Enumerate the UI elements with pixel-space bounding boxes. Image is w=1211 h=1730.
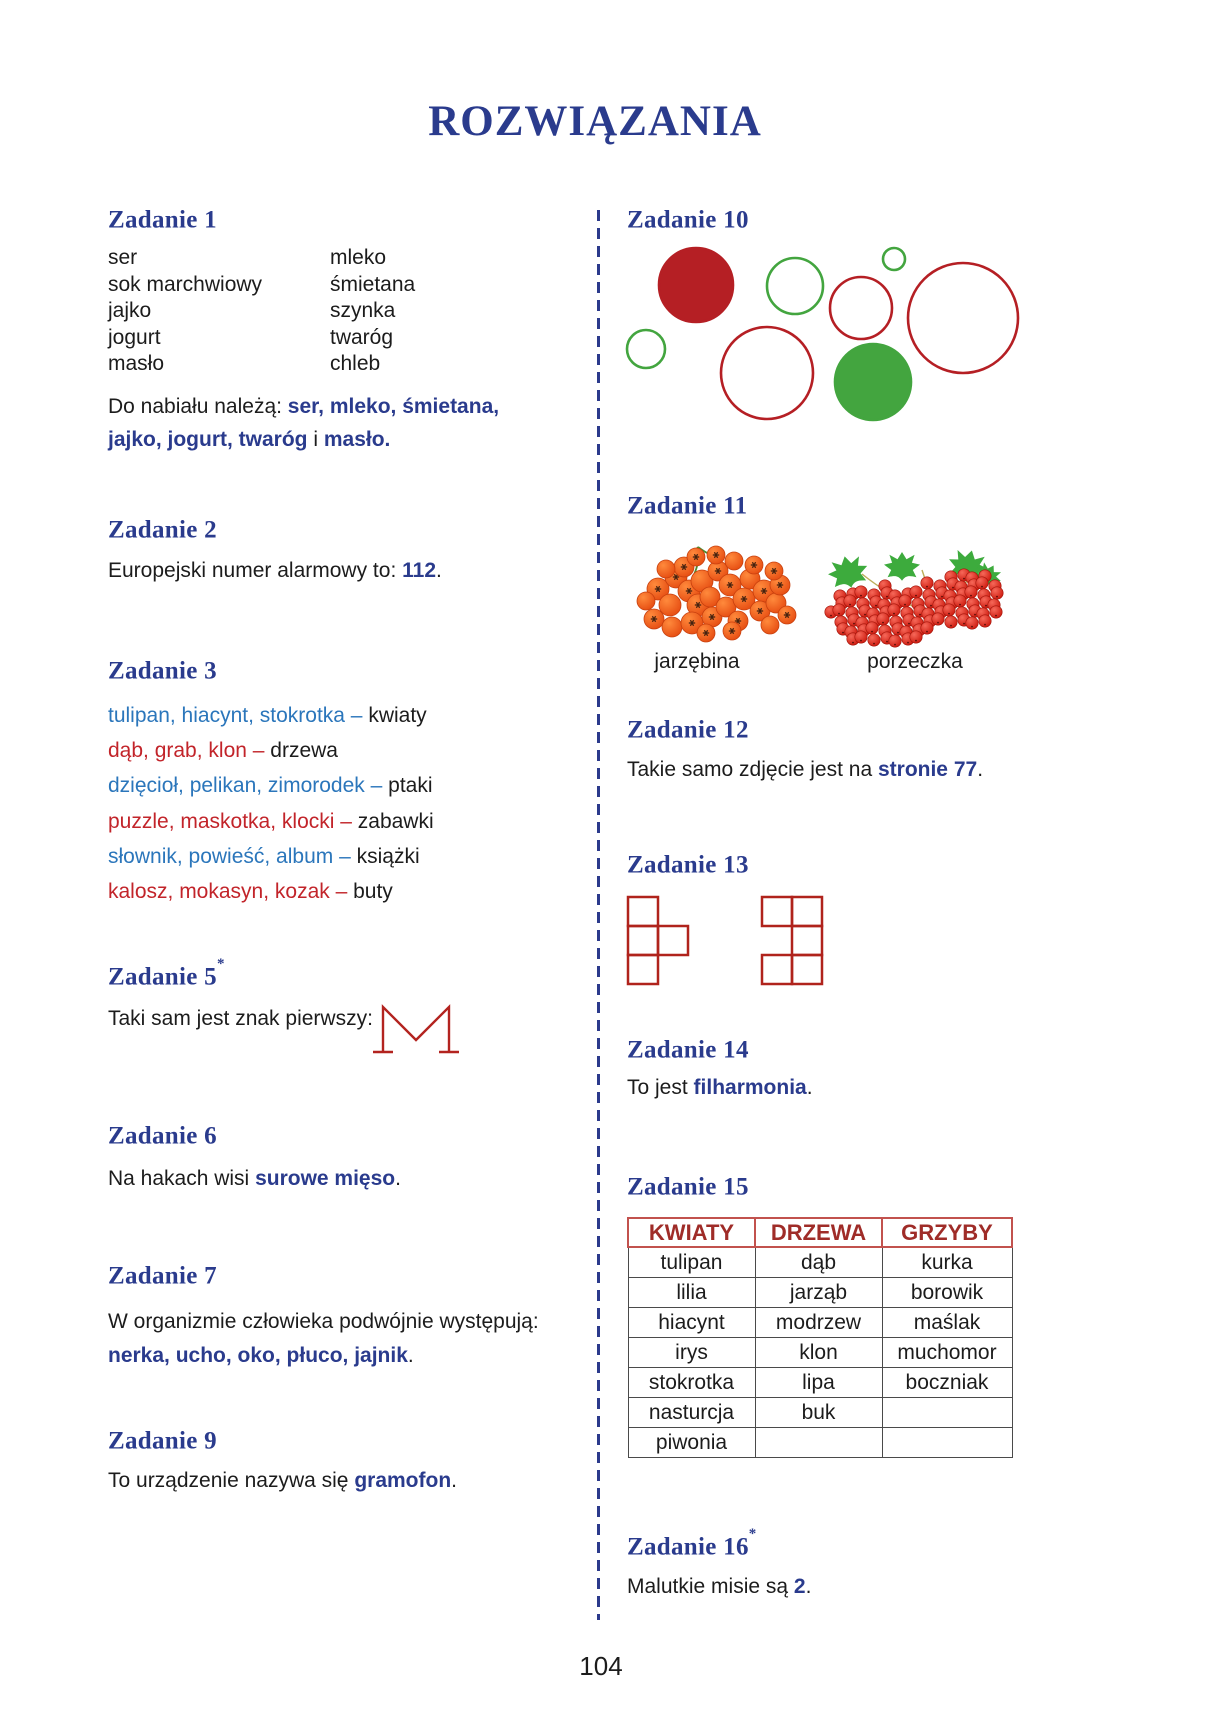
task15-table bbox=[627, 1217, 1013, 1458]
table-cell: klon bbox=[755, 1338, 882, 1368]
table-cell: kurka bbox=[882, 1247, 1012, 1278]
answer-line bbox=[108, 1305, 539, 1339]
text-segment: i bbox=[307, 427, 324, 451]
task16-heading: Zadanie 16* bbox=[627, 1526, 757, 1561]
grid-square bbox=[762, 955, 792, 984]
task2-answer bbox=[108, 559, 442, 583]
task10-heading: Zadanie 10 bbox=[627, 206, 749, 234]
table-cell: dąb bbox=[755, 1247, 882, 1278]
text-segment: ser, mleko, śmietana, bbox=[287, 395, 500, 418]
text-segment: tulipan, hiacynt, stokrotka – bbox=[108, 704, 363, 727]
rowanberries-image bbox=[632, 543, 800, 649]
table-cell: muchomor bbox=[882, 1338, 1012, 1368]
list-item: twaróg bbox=[330, 325, 394, 349]
task10-circles-image bbox=[585, 238, 1025, 428]
text-segment: 2 bbox=[793, 1575, 806, 1598]
task3-answer bbox=[108, 698, 434, 909]
task3-heading: Zadanie 3 bbox=[108, 657, 217, 685]
text-segment: . bbox=[805, 1575, 812, 1598]
answer-line bbox=[108, 804, 434, 839]
grid-square bbox=[762, 897, 792, 926]
answer-line bbox=[108, 1339, 539, 1373]
table-cell: hiacynt bbox=[628, 1308, 755, 1338]
text-segment: kalosz, mokasyn, kozak – bbox=[108, 880, 348, 904]
table-body bbox=[628, 1247, 1012, 1458]
table-header-drzewa: DRZEWA bbox=[755, 1218, 882, 1247]
table-cell: jarząb bbox=[755, 1278, 882, 1308]
text-segment: Malutkie misie są bbox=[627, 1575, 794, 1598]
list-item: mleko bbox=[330, 246, 387, 269]
text-segment: puzzle, maskotka, klocki – bbox=[108, 809, 352, 833]
grid-square bbox=[792, 955, 822, 984]
task9-answer bbox=[108, 1469, 457, 1493]
task14-answer bbox=[627, 1076, 813, 1100]
task1-word-list-col1 bbox=[108, 245, 262, 378]
grid-square bbox=[792, 897, 822, 926]
text-segment: surowe mięso bbox=[255, 1167, 396, 1190]
grid-square bbox=[628, 897, 658, 926]
task1-word-list-col2 bbox=[330, 245, 415, 378]
text-segment: To urządzenie nazywa się bbox=[108, 1469, 355, 1492]
redcurrants-image bbox=[822, 550, 1008, 648]
text-segment: . bbox=[806, 1076, 813, 1099]
outline-red-circle bbox=[830, 277, 892, 339]
page-number: 104 bbox=[579, 1651, 623, 1681]
task16-answer bbox=[627, 1575, 811, 1599]
list-item: sok marchwiowy bbox=[108, 272, 263, 296]
outline-red-circle bbox=[721, 327, 813, 419]
table-row bbox=[628, 1338, 1012, 1368]
answer-line bbox=[108, 839, 434, 874]
grid-square bbox=[792, 926, 822, 955]
outline-red-circle bbox=[908, 263, 1018, 373]
text-segment: W organizmie człowieka podwójnie występują: bbox=[108, 1310, 539, 1333]
table-cell: lilia bbox=[628, 1278, 755, 1308]
answer-line bbox=[108, 874, 434, 909]
text-segment: filharmonia bbox=[693, 1076, 807, 1099]
text-segment: nerka, ucho, oko, płuco, jajnik bbox=[108, 1344, 408, 1367]
text-segment: Takie samo zdjęcie jest na bbox=[627, 758, 878, 781]
table-row bbox=[628, 1428, 1012, 1458]
currant-label: porzeczka bbox=[867, 650, 963, 673]
task14-heading: Zadanie 14 bbox=[627, 1036, 749, 1064]
table-header-grzyby: GRZYBY bbox=[882, 1218, 1012, 1247]
text-segment: Europejski numer alarmowy to: bbox=[108, 559, 403, 582]
list-item: śmietana bbox=[330, 272, 416, 296]
table-row bbox=[628, 1368, 1012, 1398]
outline-green-circle bbox=[627, 330, 665, 368]
text-segment: dzięcioł, pelikan, zimorodek – bbox=[108, 774, 383, 798]
outline-green-circle bbox=[767, 258, 823, 314]
task1-answer bbox=[108, 391, 499, 456]
task-star: * bbox=[216, 956, 225, 972]
answer-line bbox=[108, 391, 499, 424]
text-segment: dąb, grab, klon – bbox=[108, 739, 265, 763]
table-row bbox=[628, 1278, 1012, 1308]
text-segment: książki bbox=[350, 844, 420, 868]
text-segment: 112 bbox=[402, 559, 437, 582]
outline-green-circle bbox=[883, 248, 905, 270]
text-segment: zabawki bbox=[351, 809, 434, 833]
text-segment: drzewa bbox=[264, 739, 338, 763]
table-row bbox=[628, 1247, 1012, 1278]
table-cell bbox=[882, 1398, 1012, 1428]
list-item: jogurt bbox=[108, 325, 161, 349]
list-item: jajko bbox=[108, 299, 152, 322]
table-cell: stokrotka bbox=[628, 1368, 755, 1398]
table-row bbox=[628, 1398, 1012, 1428]
task7-answer bbox=[108, 1305, 539, 1373]
grid-square bbox=[628, 955, 658, 984]
table-cell: irys bbox=[628, 1338, 755, 1368]
table-cell: borowik bbox=[882, 1278, 1012, 1308]
text-segment: kwiaty bbox=[362, 704, 427, 727]
table-cell: piwonia bbox=[628, 1428, 755, 1458]
answer-line bbox=[108, 424, 499, 457]
table-cell: boczniak bbox=[882, 1368, 1012, 1398]
task6-heading: Zadanie 6 bbox=[108, 1122, 217, 1150]
table-cell: tulipan bbox=[628, 1247, 755, 1278]
text-segment: ptaki bbox=[382, 774, 433, 798]
text-segment: stronie 77 bbox=[877, 758, 978, 781]
list-item: ser bbox=[108, 246, 138, 269]
text-segment: . bbox=[407, 1344, 414, 1367]
task2-heading: Zadanie 2 bbox=[108, 516, 217, 544]
table-cell: nasturcja bbox=[628, 1398, 755, 1428]
answer-line bbox=[108, 733, 434, 768]
table-cell: lipa bbox=[755, 1368, 882, 1398]
grid-square bbox=[658, 926, 688, 955]
table-cell: maślak bbox=[882, 1308, 1012, 1338]
task5-heading: Zadanie 5* bbox=[108, 956, 225, 991]
task9-heading: Zadanie 9 bbox=[108, 1427, 217, 1455]
page-title: ROZWIĄZANIA bbox=[428, 98, 762, 145]
task7-heading: Zadanie 7 bbox=[108, 1262, 217, 1290]
text-segment: jajko, jogurt, twaróg bbox=[108, 427, 308, 451]
task13-heading: Zadanie 13 bbox=[627, 851, 749, 879]
task12-answer bbox=[627, 758, 983, 782]
table-cell: modrzew bbox=[755, 1308, 882, 1338]
text-segment: masło. bbox=[323, 427, 391, 451]
task12-heading: Zadanie 12 bbox=[627, 716, 749, 744]
text-segment: To jest bbox=[627, 1076, 694, 1099]
text-segment: Do nabiału należą: bbox=[108, 395, 288, 418]
task5-answer bbox=[108, 1007, 373, 1031]
table-row bbox=[628, 1308, 1012, 1338]
letter-m-mark-image bbox=[370, 1004, 462, 1058]
table-header-row bbox=[628, 1218, 1012, 1247]
rowan-label: jarzębina bbox=[654, 650, 740, 673]
text-segment: Taki sam jest znak pierwszy: bbox=[108, 1007, 373, 1030]
answer-line bbox=[108, 768, 434, 803]
task1-heading: Zadanie 1 bbox=[108, 206, 217, 234]
table-cell bbox=[882, 1428, 1012, 1458]
text-segment: słownik, powieść, album – bbox=[108, 844, 351, 868]
list-item: masło bbox=[108, 352, 165, 375]
task-star: * bbox=[748, 1526, 757, 1542]
text-segment: Na hakach wisi bbox=[108, 1167, 256, 1190]
text-segment: buty bbox=[347, 880, 393, 904]
task6-answer bbox=[108, 1167, 401, 1191]
list-item: chleb bbox=[330, 352, 381, 375]
answer-line bbox=[108, 698, 434, 733]
task15-heading: Zadanie 15 bbox=[627, 1173, 749, 1201]
table-cell: buk bbox=[755, 1398, 882, 1428]
task13-squares-image bbox=[625, 893, 835, 993]
task11-heading: Zadanie 11 bbox=[627, 492, 748, 520]
text-segment: gramofon bbox=[354, 1469, 452, 1492]
grid-square bbox=[628, 926, 658, 955]
text-segment: . bbox=[436, 559, 442, 582]
filled-red-circle bbox=[659, 248, 733, 322]
table-header-kwiaty: KWIATY bbox=[628, 1218, 755, 1247]
text-segment: . bbox=[395, 1167, 401, 1190]
text-segment: . bbox=[977, 758, 984, 781]
table-cell bbox=[755, 1428, 882, 1458]
filled-green-circle bbox=[835, 344, 911, 420]
list-item: szynka bbox=[330, 299, 396, 322]
text-segment: . bbox=[451, 1469, 457, 1492]
